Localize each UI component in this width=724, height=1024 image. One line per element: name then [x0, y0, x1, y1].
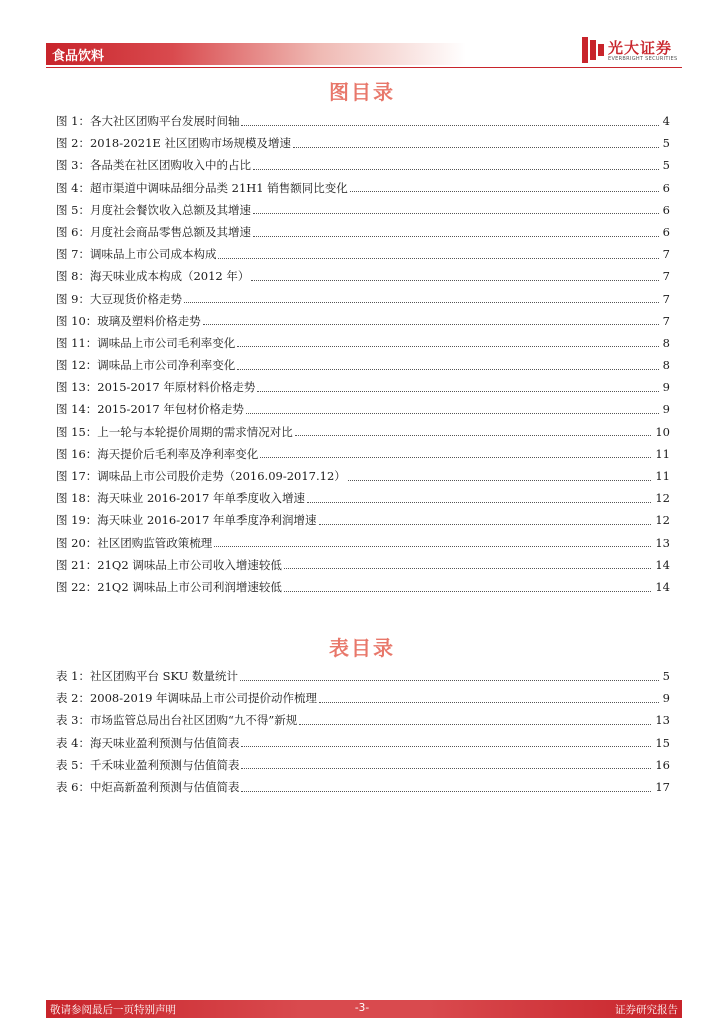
toc-entry-page[interactable]: 9	[662, 402, 670, 417]
toc-entry[interactable]	[56, 443, 670, 465]
toc-leader-dots	[237, 369, 658, 370]
toc-entry[interactable]	[56, 354, 670, 376]
brand-subtitle: EVERBRIGHT SECURITIES	[608, 56, 678, 62]
toc-leader-dots	[184, 302, 659, 303]
toc-leader-dots	[241, 791, 651, 792]
toc-entry[interactable]	[56, 687, 670, 709]
toc-entry[interactable]	[56, 421, 670, 443]
toc-entry[interactable]	[56, 776, 670, 798]
toc-entry-page[interactable]: 6	[662, 180, 670, 195]
toc-leader-dots	[350, 191, 659, 192]
toc-entry-page[interactable]: 5	[662, 136, 670, 151]
toc-entry-page[interactable]: 12	[655, 491, 670, 506]
toc-entry-page[interactable]: 6	[662, 202, 670, 217]
toc-entry-label[interactable]: 图 3：各品类在社区团购收入中的占比	[56, 158, 251, 173]
toc-entry[interactable]	[56, 177, 670, 199]
toc-entry-page[interactable]: 16	[655, 757, 670, 772]
toc-entry[interactable]	[56, 754, 670, 776]
toc-leader-dots	[241, 768, 651, 769]
footer-report-type: 证券研究报告	[615, 1004, 678, 1016]
toc-entry-label[interactable]: 图 18：海天味业 2016-2017 年单季度收入增速	[56, 491, 306, 506]
toc-entry[interactable]	[56, 398, 670, 420]
toc-entry-label[interactable]: 图 13：2015-2017 年原材料价格走势	[56, 380, 256, 395]
toc-entry-label[interactable]: 图 17：调味品上市公司股价走势（2016.09-2017.12）	[56, 469, 346, 483]
header-section-label: 食品饮料	[52, 49, 105, 64]
toc-entry[interactable]	[56, 288, 670, 310]
toc-entry-page[interactable]: 15	[655, 735, 670, 750]
toc-entry[interactable]	[56, 709, 670, 731]
brand-logo-icon	[582, 37, 604, 63]
toc-entry[interactable]	[56, 243, 670, 265]
toc-entry[interactable]	[56, 554, 670, 576]
toc-leader-dots	[295, 435, 652, 436]
toc-leader-dots	[253, 236, 659, 237]
toc-entry[interactable]	[56, 665, 670, 687]
toc-leader-dots	[348, 480, 652, 481]
toc-entry-page[interactable]: 11	[655, 469, 670, 483]
toc-entry[interactable]	[56, 376, 670, 398]
toc-leader-dots	[237, 346, 658, 347]
toc-entry-label[interactable]: 图 12：调味品上市公司净利率变化	[56, 358, 236, 373]
toc-entry[interactable]	[56, 199, 670, 221]
toc-leader-dots	[253, 213, 659, 214]
toc-entry-page[interactable]: 7	[662, 269, 670, 284]
toc-entry-page[interactable]: 5	[662, 669, 670, 683]
toc-leader-dots	[260, 457, 651, 458]
header-band	[46, 43, 466, 65]
toc-entry-label[interactable]: 图 4：超市渠道中调味品细分品类 21H1 销售额同比变化	[56, 180, 348, 195]
toc-leader-dots	[203, 324, 659, 325]
toc-entry[interactable]	[56, 154, 670, 176]
toc-entry-page[interactable]: 10	[655, 424, 670, 439]
toc-entry-label[interactable]: 图 21：21Q2 调味品上市公司收入增速较低	[56, 557, 282, 572]
brand-logo	[582, 37, 682, 65]
tables-toc-title: 表目录	[329, 636, 395, 660]
toc-entry[interactable]	[56, 487, 670, 509]
toc-leader-dots	[246, 413, 659, 414]
toc-leader-dots	[241, 125, 658, 126]
toc-entry[interactable]	[56, 576, 670, 598]
toc-entry[interactable]	[56, 465, 670, 487]
toc-leader-dots	[240, 680, 659, 681]
toc-entry-page[interactable]: 4	[662, 114, 670, 128]
toc-leader-dots	[307, 502, 651, 503]
toc-leader-dots	[299, 724, 651, 725]
toc-entry-label[interactable]: 表 3：市场监管总局出台社区团购“九不得”新规	[56, 713, 298, 728]
toc-entry[interactable]	[56, 532, 670, 554]
toc-leader-dots	[253, 169, 659, 170]
toc-entry-label[interactable]: 表 5：千禾味业盈利预测与估值简表	[56, 757, 240, 772]
toc-entry-page[interactable]: 14	[655, 557, 670, 572]
toc-entry-label[interactable]: 图 1：各大社区团购平台发展时间轴	[56, 114, 240, 128]
toc-entry-label[interactable]: 图 6：月度社会商品零售总额及其增速	[56, 224, 251, 239]
toc-entry-label[interactable]: 表 6：中炬高新盈利预测与估值简表	[56, 779, 240, 794]
figures-toc-title: 图目录	[329, 80, 395, 104]
toc-leader-dots	[293, 147, 659, 148]
toc-entry[interactable]	[56, 110, 670, 132]
toc-entry-label[interactable]: 表 2：2008-2019 年调味品上市公司提价动作梳理	[56, 691, 318, 706]
toc-leader-dots	[284, 591, 652, 592]
toc-entry-label[interactable]: 图 16：海天提价后毛利率及净利率变化	[56, 446, 259, 461]
toc-entry[interactable]	[56, 221, 670, 243]
toc-entry-page[interactable]: 14	[655, 579, 670, 594]
toc-leader-dots	[214, 546, 651, 547]
page-number: -3-	[354, 1002, 370, 1014]
toc-entry-label[interactable]: 图 22：21Q2 调味品上市公司利润增速较低	[56, 579, 282, 594]
toc-entry-page[interactable]: 7	[662, 247, 670, 262]
toc-entry-label[interactable]: 表 4：海天味业盈利预测与估值简表	[56, 735, 240, 750]
toc-entry[interactable]	[56, 332, 670, 354]
toc-leader-dots	[319, 702, 659, 703]
toc-entry[interactable]	[56, 265, 670, 287]
toc-leader-dots	[319, 524, 652, 525]
toc-leader-dots	[251, 280, 658, 281]
toc-entry-page[interactable]: 9	[662, 691, 670, 706]
toc-entry-page[interactable]: 7	[662, 313, 670, 328]
footer-disclaimer-note: 敬请参阅最后一页特别声明	[50, 1004, 176, 1016]
toc-entry-page[interactable]: 13	[655, 535, 670, 550]
toc-entry-page[interactable]: 9	[662, 380, 670, 395]
toc-entry-page[interactable]: 8	[662, 358, 670, 373]
toc-entry-label[interactable]: 图 10：玻璃及塑料价格走势	[56, 313, 201, 328]
toc-entry-label[interactable]: 图 7：调味品上市公司成本构成	[56, 247, 217, 262]
toc-entry-label[interactable]: 图 15：上一轮与本轮提价周期的需求情况对比	[56, 424, 293, 439]
toc-entry-page[interactable]: 13	[655, 713, 670, 728]
brand-name: 光大证券	[608, 39, 673, 57]
toc-entry-page[interactable]: 6	[662, 224, 670, 239]
figures-toc-list	[56, 110, 670, 598]
tables-toc-list	[56, 665, 670, 798]
toc-leader-dots	[218, 258, 658, 259]
toc-entry-label[interactable]: 图 8：海天味业成本构成（2012 年）	[56, 269, 250, 284]
toc-entry-page[interactable]: 5	[662, 158, 670, 173]
toc-entry-page[interactable]: 11	[655, 446, 670, 461]
toc-entry-page[interactable]: 12	[655, 513, 670, 528]
toc-entry-label[interactable]: 图 20：社区团购监管政策梳理	[56, 535, 213, 550]
toc-entry-page[interactable]: 7	[662, 291, 670, 306]
toc-entry-label[interactable]: 图 19：海天味业 2016-2017 年单季度净利润增速	[56, 513, 317, 528]
toc-entry-label[interactable]: 图 5：月度社会餐饮收入总额及其增速	[56, 202, 251, 217]
toc-leader-dots	[284, 568, 652, 569]
toc-entry[interactable]	[56, 732, 670, 754]
toc-leader-dots	[257, 391, 658, 392]
toc-entry-page[interactable]: 8	[662, 335, 670, 350]
toc-leader-dots	[241, 746, 651, 747]
toc-entry-label[interactable]: 表 1：社区团购平台 SKU 数量统计	[56, 669, 239, 683]
toc-entry-label[interactable]: 图 14：2015-2017 年包材价格走势	[56, 402, 244, 417]
toc-entry-label[interactable]: 图 9：大豆现货价格走势	[56, 291, 182, 306]
toc-entry[interactable]	[56, 310, 670, 332]
toc-entry[interactable]	[56, 509, 670, 531]
toc-entry-label[interactable]: 图 2：2018-2021E 社区团购市场规模及增速	[56, 136, 291, 151]
toc-entry-page[interactable]: 17	[655, 779, 670, 794]
toc-entry[interactable]	[56, 132, 670, 154]
toc-entry-label[interactable]: 图 11：调味品上市公司毛利率变化	[56, 335, 236, 350]
header-divider	[46, 67, 682, 68]
